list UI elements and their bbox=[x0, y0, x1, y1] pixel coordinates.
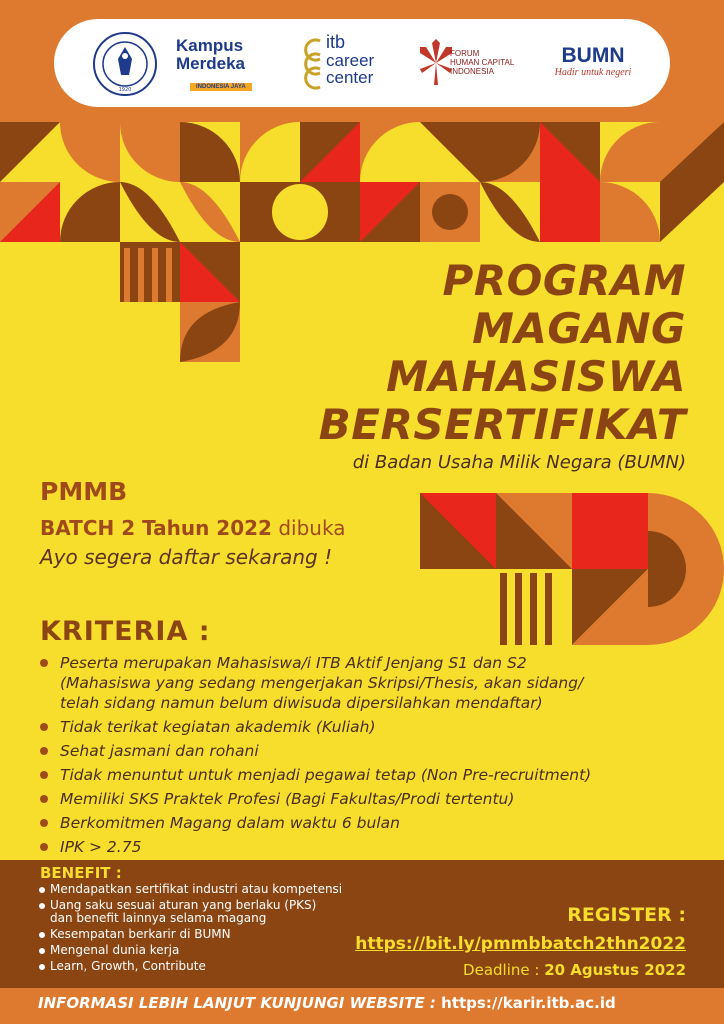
title-line-1: PROGRAM bbox=[442, 256, 686, 305]
bullet-icon bbox=[39, 948, 45, 954]
call-to-action: Ayo segera daftar sekarang ! bbox=[40, 545, 333, 569]
footer-text: INFORMASI LEBIH LANJUT KUNJUNGI WEBSITE : bbox=[38, 994, 442, 1012]
fhci-line2: HUMAN CAPITAL bbox=[450, 58, 515, 67]
career-line2: career bbox=[326, 51, 375, 70]
fhci-flower-icon bbox=[418, 37, 454, 89]
bullet-icon bbox=[40, 771, 48, 779]
geometric-pattern-right bbox=[420, 493, 724, 645]
career-line3: center bbox=[326, 68, 374, 87]
benefit-heading: BENEFIT : bbox=[40, 864, 122, 882]
batch-strong: BATCH 2 Tahun 2022 bbox=[40, 516, 272, 540]
kriteria-item: Berkomitmen Magang dalam waktu 6 bulan bbox=[38, 813, 698, 833]
subtitle: di Badan Usaha Milik Negara (BUMN) bbox=[352, 452, 686, 473]
deadline bbox=[463, 961, 686, 979]
kriteria-list bbox=[38, 653, 698, 861]
website-link[interactable]: https://karir.itb.ac.id bbox=[441, 994, 616, 1012]
kampus-merdeka-line1: Kampus bbox=[176, 36, 244, 55]
batch-rest: dibuka bbox=[271, 516, 346, 540]
itb-year: 1920 bbox=[118, 87, 132, 93]
bullet-icon bbox=[40, 723, 48, 731]
benefit-item: Mendapatkan sertifikat industri atau kompetensi bbox=[38, 883, 418, 896]
fhci-line1: FORUM bbox=[450, 49, 480, 58]
bullet-icon bbox=[40, 659, 48, 667]
benefit-item: Uang saku sesuai aturan yang berlaku (PKS) dan benefit lainnya selama magang bbox=[38, 899, 418, 925]
bumn-logo bbox=[538, 45, 648, 78]
career-center-mark-icon bbox=[304, 35, 326, 91]
pmmb-heading: PMMB bbox=[40, 477, 128, 506]
career-line1: itb bbox=[326, 32, 346, 52]
bullet-icon bbox=[40, 795, 48, 803]
benefit-item: Learn, Growth, Contribute bbox=[38, 960, 418, 973]
title-line-3: MAHASISWA bbox=[386, 352, 686, 401]
benefit-item: Mengenal dunia kerja bbox=[38, 944, 418, 957]
itb-seal-logo bbox=[92, 31, 158, 97]
kampus-merdeka-logo bbox=[176, 37, 286, 92]
deadline-label: Deadline : bbox=[463, 961, 545, 979]
kriteria-item: Peserta merupakan Mahasiswa/i ITB Aktif Jenjang S1 dan S2 (Mahasiswa yang sedang mengerjakan Skripsi/Thesis, akan sidang/ telah sidang namun belum diwisuda dipersilahkan mendaftar) bbox=[38, 653, 698, 713]
kampus-merdeka-tag: INDONESIA JAYA bbox=[190, 83, 252, 91]
career-center-logo bbox=[326, 33, 406, 86]
benefit-item: Kesempatan berkarir di BUMN bbox=[38, 928, 418, 941]
logo-bar bbox=[54, 19, 670, 107]
kriteria-item: Tidak menuntut untuk menjadi pegawai tetap (Non Pre-recruitment) bbox=[38, 765, 698, 785]
bullet-icon bbox=[40, 843, 48, 851]
fhci-logo bbox=[450, 49, 540, 76]
kriteria-item: Memiliki SKS Praktek Profesi (Bagi Fakultas/Prodi tertentu) bbox=[38, 789, 698, 809]
bullet-icon bbox=[40, 819, 48, 827]
register-heading: REGISTER : bbox=[567, 904, 686, 926]
bullet-icon bbox=[39, 932, 45, 938]
batch-line bbox=[40, 516, 345, 540]
title-line-2: MAGANG bbox=[472, 304, 686, 353]
kriteria-item: IPK > 2.75 bbox=[38, 837, 698, 857]
bumn-name: BUMN bbox=[561, 44, 625, 67]
bullet-icon bbox=[39, 964, 45, 970]
kampus-merdeka-line2: Merdeka bbox=[176, 54, 245, 73]
kriteria-item: Sehat jasmani dan rohani bbox=[38, 741, 698, 761]
deadline-date: 20 Agustus 2022 bbox=[544, 961, 686, 979]
title-line-4: BERSERTIFIKAT bbox=[318, 400, 686, 449]
fhci-line3: INDONESIA bbox=[450, 67, 495, 76]
register-link[interactable]: https://bit.ly/pmmbbatch2thn2022 bbox=[355, 934, 686, 954]
bullet-icon bbox=[40, 747, 48, 755]
kriteria-heading: KRITERIA : bbox=[40, 616, 211, 647]
bullet-icon bbox=[39, 887, 45, 893]
kriteria-item: Tidak terikat kegiatan akademik (Kuliah) bbox=[38, 717, 698, 737]
footer bbox=[38, 994, 688, 1012]
bumn-tagline: Hadir untuk negeri bbox=[554, 67, 632, 78]
bullet-icon bbox=[39, 903, 45, 909]
benefit-list bbox=[38, 883, 418, 976]
